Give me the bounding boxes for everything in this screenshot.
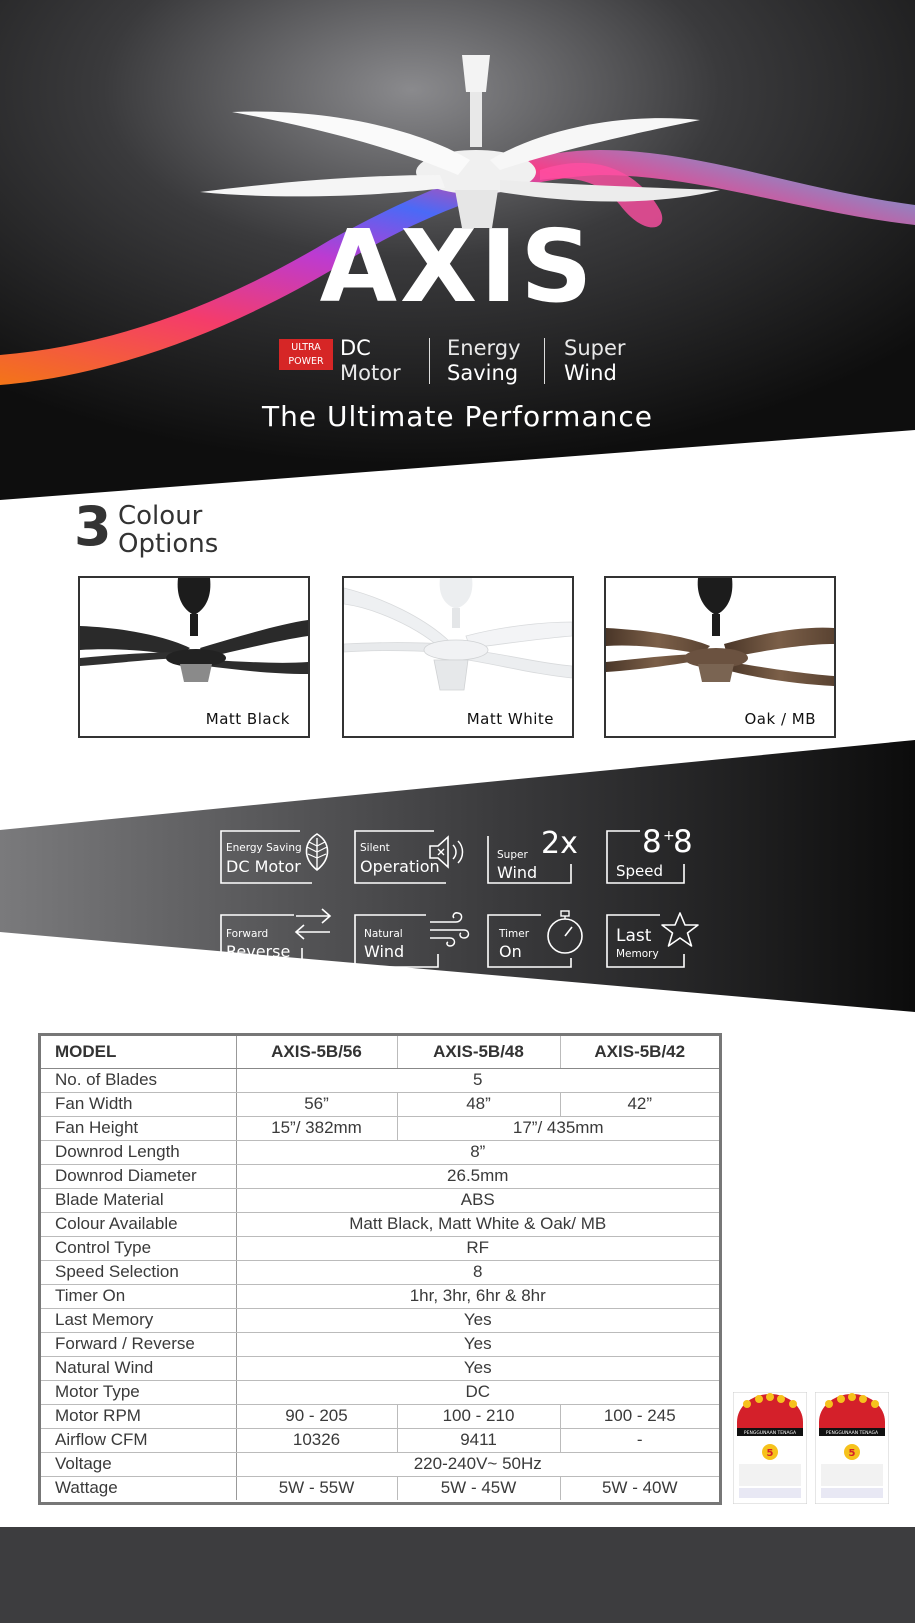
swatch-matt-white[interactable]: [342, 576, 574, 738]
hero-banner: [0, 0, 915, 500]
feat-dc: DC: [340, 336, 371, 360]
row-value: 5W - 40W: [601, 1478, 678, 1498]
multiplier-text: 2x: [541, 826, 578, 861]
table-row: [41, 1476, 719, 1500]
divider: [544, 338, 545, 384]
colour-count: 3: [74, 495, 112, 558]
feat-energy: Energy: [447, 336, 521, 360]
row-value: 26.5mm: [236, 1164, 719, 1188]
feature-small-text: Energy Saving: [226, 842, 302, 854]
row-value: Yes: [236, 1356, 719, 1380]
row-label: Forward / Reverse: [41, 1332, 236, 1356]
row-value: 9411: [397, 1428, 560, 1452]
row-label: Blade Material: [41, 1188, 236, 1212]
feature-dc-motor: [220, 830, 336, 884]
row-value: 42”: [560, 1092, 719, 1116]
row-value: 5: [236, 1068, 719, 1092]
row-value: -: [560, 1428, 719, 1452]
badge-line-1: ULTRA: [291, 342, 321, 353]
row-label: No. of Blades: [41, 1068, 236, 1092]
row-value: 90 - 205: [236, 1404, 397, 1428]
feat-super: Super: [564, 336, 626, 360]
table-row: [41, 1260, 719, 1284]
row-value: DC: [236, 1380, 719, 1404]
feature-big-text: Operation: [360, 857, 440, 876]
row-value: 8”: [236, 1140, 719, 1164]
energy-label-title: PENGGUNAAN TENAGA: [825, 1431, 879, 1436]
table-row: [41, 1356, 719, 1380]
row-value: 1hr, 3hr, 6hr & 8hr: [236, 1284, 719, 1308]
row-value: 8: [236, 1260, 719, 1284]
energy-label-2: [815, 1392, 889, 1504]
table-row: [41, 1332, 719, 1356]
row-value: Yes: [236, 1308, 719, 1332]
row-value: Yes: [236, 1332, 719, 1356]
feat-saving: Saving: [447, 361, 519, 385]
row-label: Natural Wind: [41, 1356, 236, 1380]
row-label: Fan Width: [41, 1092, 236, 1116]
row-label: Last Memory: [41, 1308, 236, 1332]
header-cell: MODEL: [41, 1036, 236, 1068]
feature-last-memory: [606, 914, 702, 968]
energy-label-title: PENGGUNAAN TENAGA: [743, 1431, 797, 1436]
row-value: 100 - 210: [397, 1404, 560, 1428]
feature-natural-wind: [354, 914, 470, 968]
table-header-row: [41, 1036, 719, 1068]
tagline: The Ultimate Performance: [262, 400, 653, 433]
star-icon: [660, 910, 700, 950]
swatch-label: Matt White: [466, 710, 554, 728]
table-row: [41, 1284, 719, 1308]
feat-wind: Wind: [564, 361, 617, 385]
row-label: Downrod Length: [41, 1140, 236, 1164]
feature-super-wind: [487, 826, 591, 884]
swatch-label: Matt Black: [205, 710, 290, 728]
table-row: [41, 1068, 719, 1092]
table-row: [41, 1404, 719, 1428]
spec-table-body: [41, 1036, 719, 1500]
feature-forward-reverse: [220, 914, 336, 968]
table-row: [41, 1212, 719, 1236]
swatch-matt-black[interactable]: [78, 576, 310, 738]
header-cell: AXIS-5B/42: [560, 1036, 719, 1068]
feature-big-text: Speed: [616, 862, 664, 880]
row-value: 17”/ 435mm: [397, 1116, 719, 1140]
row-value: ABS: [236, 1188, 719, 1212]
row-label: Control Type: [41, 1236, 236, 1260]
table-row: [41, 1236, 719, 1260]
table-row: [41, 1188, 719, 1212]
row-value: 5W - 55W: [236, 1476, 397, 1500]
badge-line-2: POWER: [288, 356, 324, 367]
feature-small-text: Forward: [226, 928, 269, 940]
options-word: Options: [118, 529, 219, 559]
row-value: 220-240V~ 50Hz: [236, 1452, 719, 1476]
table-row: [41, 1116, 719, 1140]
row-value: 56”: [236, 1092, 397, 1116]
table-row: [41, 1452, 719, 1476]
feature-small-text: Silent: [360, 842, 390, 854]
energy-label-1: [733, 1392, 807, 1504]
feature-big-text: Reverse: [226, 942, 291, 961]
feature-small-text: Timer: [499, 928, 530, 940]
row-value: 10326: [236, 1428, 397, 1452]
feature-big-text: DC Motor: [226, 857, 301, 876]
feature-small-text: Super: [497, 849, 528, 861]
row-label: Motor Type: [41, 1380, 236, 1404]
speed-number: 8: [673, 824, 693, 860]
row-label: Airflow CFM: [41, 1428, 236, 1452]
table-row: [41, 1164, 719, 1188]
row-value: 48”: [397, 1092, 560, 1116]
table-row: [41, 1308, 719, 1332]
swatch-oak[interactable]: [604, 576, 836, 738]
arrows-icon: [292, 906, 334, 942]
plus-sign: +: [663, 828, 675, 844]
swatch-label: Oak / MB: [744, 710, 816, 728]
row-label: Wattage: [41, 1476, 236, 1500]
row-value: 5W - 45W: [397, 1476, 560, 1500]
ultra-power-badge: [279, 339, 333, 370]
table-row: [41, 1380, 719, 1404]
row-label: Motor RPM: [41, 1404, 236, 1428]
header-cell: AXIS-5B/56: [236, 1036, 397, 1068]
energy-rating: 5: [766, 1448, 774, 1459]
divider: [429, 338, 430, 384]
product-title: AXIS: [319, 208, 596, 325]
row-value: 15”/ 382mm: [236, 1116, 397, 1140]
row-value: Matt Black, Matt White & Oak/ MB: [236, 1212, 719, 1236]
colour-word: Colour: [118, 501, 203, 531]
row-label: Colour Available: [41, 1212, 236, 1236]
wind-icon: [428, 910, 470, 950]
table-row: [41, 1092, 719, 1116]
hero-features: [279, 336, 659, 388]
leaf-icon: [300, 832, 334, 872]
spec-table-grid: [41, 1036, 719, 1500]
row-value: 100 - 245: [560, 1404, 719, 1428]
feature-big-text: Wind: [364, 942, 405, 961]
feature-big-text: On: [499, 942, 522, 961]
footer-bar: [0, 1527, 915, 1623]
row-label: Downrod Diameter: [41, 1164, 236, 1188]
row-label: Speed Selection: [41, 1260, 236, 1284]
timer-icon: [543, 908, 587, 958]
feature-8-speed: [606, 824, 702, 884]
feat-motor: Motor: [340, 361, 401, 385]
spec-table: [38, 1033, 722, 1505]
row-value: RF: [236, 1236, 719, 1260]
speaker-mute-icon: [426, 834, 468, 870]
row-label: Fan Height: [41, 1116, 236, 1140]
row-label: Timer On: [41, 1284, 236, 1308]
feature-timer-on: [487, 914, 591, 968]
feature-big-text: Wind: [497, 863, 538, 882]
energy-rating: 5: [848, 1448, 856, 1459]
feature-small-text: Memory: [616, 948, 659, 960]
feature-silent-operation: [354, 830, 470, 884]
speed-number: 8: [642, 824, 662, 860]
table-row: [41, 1428, 719, 1452]
header-cell: AXIS-5B/48: [397, 1036, 560, 1068]
feature-small-text: Natural: [364, 928, 403, 940]
table-row: [41, 1140, 719, 1164]
row-label: Voltage: [41, 1452, 236, 1476]
feature-big-text: Last: [616, 926, 652, 946]
